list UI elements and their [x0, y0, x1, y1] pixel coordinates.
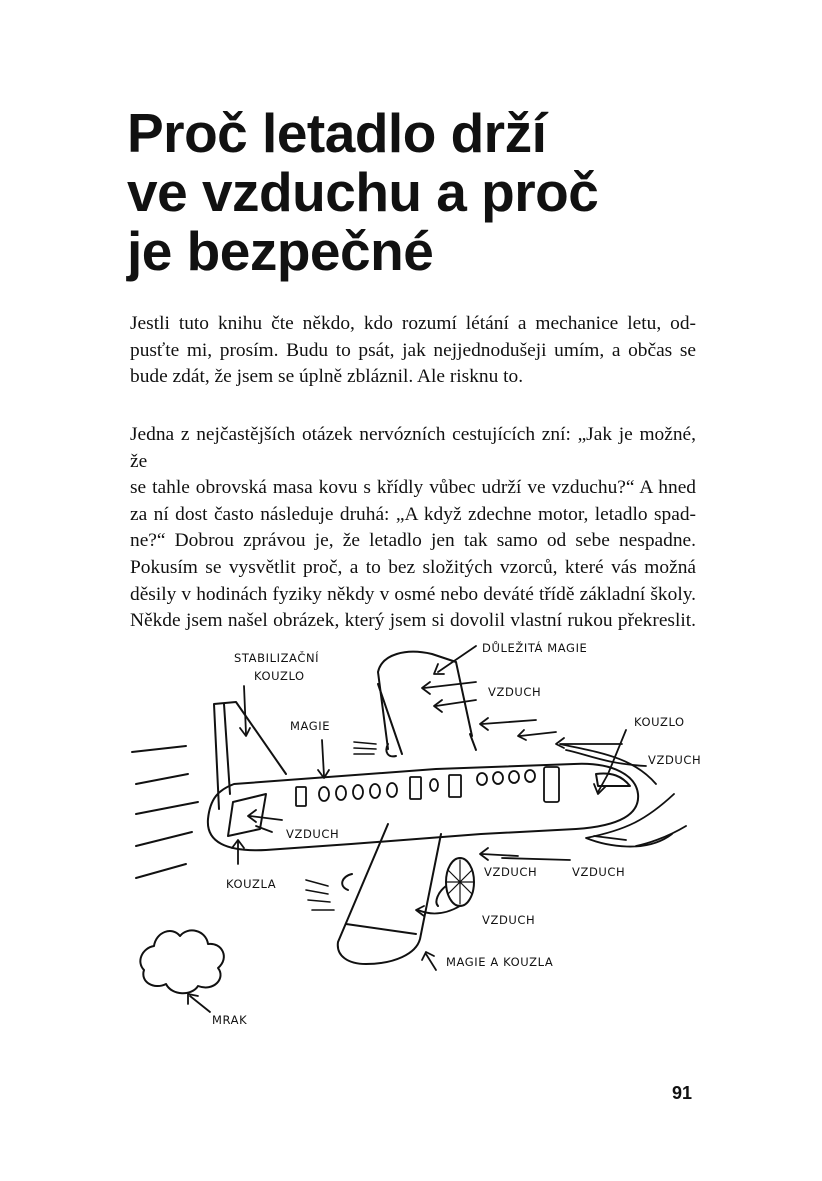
near-wing-flap: [346, 924, 416, 934]
label-magie-a-kouzla: MAGIE A KOUZLA: [446, 955, 554, 969]
text-line: Jedna z nejčastějších otázek nervózních cestujících zní: „Jak je možné, že: [130, 424, 696, 472]
label-vzduch-top: VZDUCH: [488, 685, 542, 699]
far-wing-edge: [378, 684, 402, 754]
page-number: 91: [671, 1083, 692, 1103]
label-mrak: MRAK: [212, 1013, 248, 1027]
label-vzduch-wing: VZDUCH: [482, 913, 536, 927]
label-vzduch-tail: VZDUCH: [286, 827, 340, 841]
label-vzduch-bottom-right: VZDUCH: [572, 865, 626, 879]
text-line: ne?“ Dobrou zprávou je, že letadlo jen tak samo od sebe nespadne.: [130, 530, 696, 552]
engine-exhaust-lines: [354, 742, 376, 754]
tail-fin-edge: [224, 704, 230, 794]
near-engine-left: [342, 874, 352, 890]
label-magie: MAGIE: [290, 719, 331, 733]
illustration-labels: [212, 640, 701, 1027]
text-line: Někde jsem našel obrázek, který jsem si dovolil vlastní rukou překreslit.: [130, 610, 696, 632]
cabin-windows: [296, 767, 559, 806]
rear-door: [228, 794, 266, 836]
paragraph-intro: [130, 311, 696, 391]
arrows: [188, 646, 686, 1012]
label-stabilizacni: STABILIZAČNÍ: [234, 651, 320, 665]
text-line: za ní dost často následuje druhá: „A když zdechne motor, letadlo spad-: [130, 503, 696, 525]
turbofan-engine: [436, 858, 474, 906]
airplane-illustration: [126, 624, 706, 1034]
label-kouzlo-tail: KOUZLO: [254, 669, 305, 683]
chapter-title: [127, 104, 727, 281]
far-engine: [386, 744, 396, 756]
near-wing: [338, 824, 441, 964]
chapter-title-line: Proč letadlo drží: [127, 102, 547, 164]
text-line: Jestli tuto knihu čte někdo, kdo rozumí létání a mechanice letu, od-: [130, 313, 696, 334]
text-line: Pokusím se vysvětlit proč, a to bez složitých vzorců, které vás možná: [130, 556, 696, 578]
text-line: pusťte mi, prosím. Budu to psát, jak nejjednodušeji umím, a občas se: [130, 339, 696, 361]
text-line: bude zdát, že jsem se úplně zbláznil. Ale risknu to.: [130, 366, 524, 388]
chapter-title-line: ve vzduchu a proč: [127, 161, 599, 223]
label-dulezita-magie: DŮLEŽITÁ MAGIE: [482, 641, 588, 655]
text-line: se tahle obrovská masa kovu s křídly vůbec udrží ve vzduchu?“ A hned: [130, 477, 696, 499]
label-vzduch-right: VZDUCH: [648, 753, 702, 767]
engine-exhaust-lines-left: [306, 880, 334, 910]
label-vzduch-engine: VZDUCH: [484, 865, 538, 879]
far-wing-tip: [470, 734, 476, 750]
cloud: [140, 930, 223, 993]
paragraph-question: [130, 422, 696, 635]
label-kouzlo-right: KOUZLO: [634, 715, 685, 729]
far-wing: [378, 652, 472, 749]
wind-lines-left: [132, 746, 198, 878]
label-kouzla: KOUZLA: [226, 877, 277, 891]
chapter-title-line: je bezpečné: [127, 220, 434, 282]
fuselage-outline: [208, 764, 638, 850]
text-line: děsily v hodinách fyziky někdy v osmé nebo deváté třídě základní školy.: [130, 583, 696, 605]
